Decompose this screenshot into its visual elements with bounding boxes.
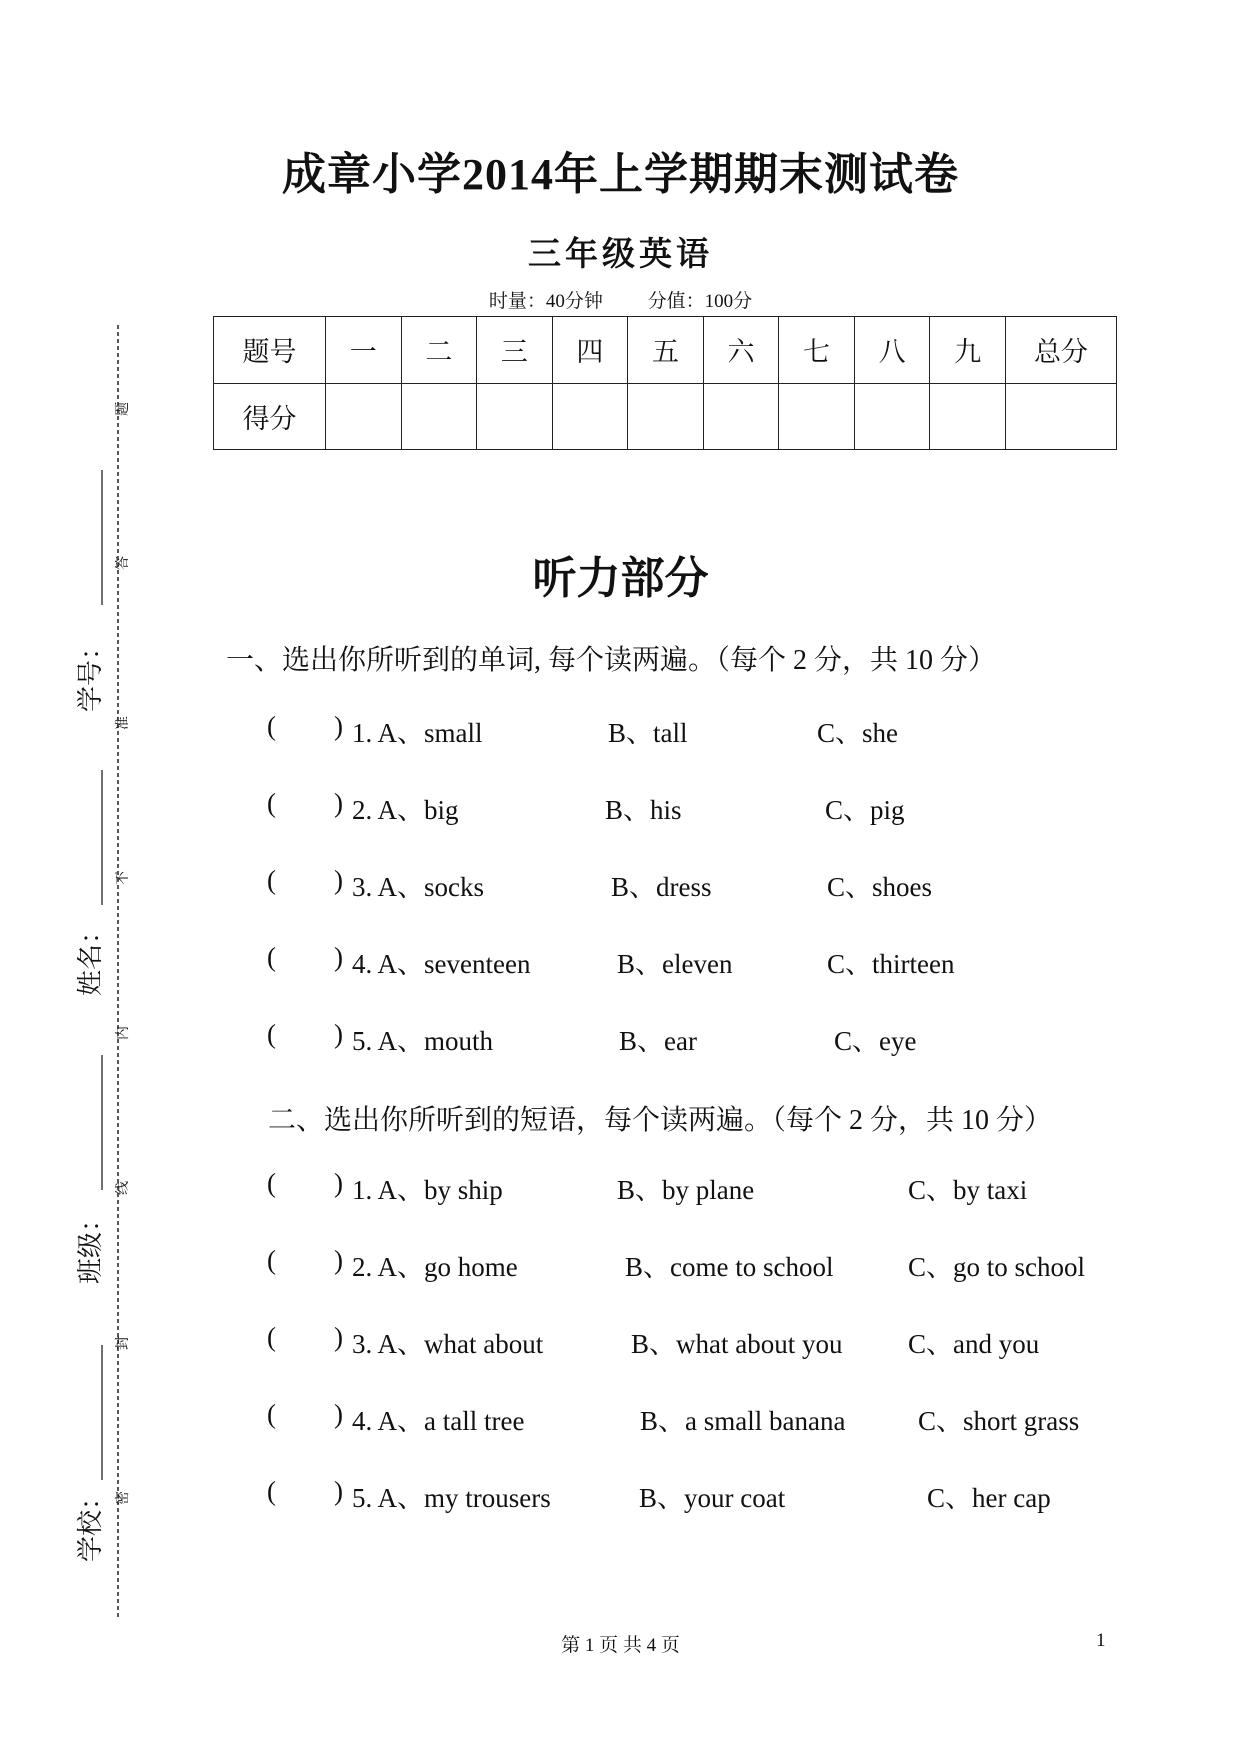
- option-b: B、tall: [608, 718, 688, 748]
- score-table-header-row: [214, 317, 1117, 384]
- paren-close: ): [334, 711, 343, 741]
- paren-close: ): [334, 865, 343, 895]
- score-table-row-label: 得分: [214, 383, 326, 450]
- score-cell[interactable]: [930, 383, 1006, 450]
- option-a: 4. A、seventeen: [352, 949, 531, 979]
- score-table-col: 九: [930, 317, 1006, 384]
- answer-blank[interactable]: [288, 1242, 328, 1278]
- option-b: B、what about you: [631, 1329, 843, 1359]
- score-cell[interactable]: [477, 383, 553, 450]
- option-c: C、she: [817, 718, 898, 748]
- total-score: 分值：100分: [647, 291, 753, 312]
- answer-blank[interactable]: [288, 1319, 328, 1355]
- score-table-col: 五: [628, 317, 704, 384]
- paren-open: (: [267, 1399, 276, 1429]
- part2-instruction: 二、选出你所听到的短语，每个读两遍。（每个 2 分，共 10 分）: [268, 1105, 1053, 1136]
- seal-word: 准: [116, 716, 131, 730]
- answer-blank[interactable]: [288, 1016, 328, 1052]
- score-table-score-row: [214, 383, 1117, 450]
- answer-blank[interactable]: [288, 785, 328, 821]
- option-c: C、short grass: [918, 1406, 1080, 1436]
- option-a: 1. A、by ship: [352, 1175, 503, 1205]
- option-a: 5. A、my trousers: [352, 1483, 551, 1513]
- time-limit: 时量：40分钟: [488, 291, 603, 312]
- answer-blank[interactable]: [288, 708, 328, 744]
- option-b: B、his: [605, 795, 682, 825]
- option-b: B、come to school: [625, 1252, 834, 1282]
- score-table-col: 二: [401, 317, 477, 384]
- paren-close: ): [334, 1322, 343, 1352]
- option-b: B、a small banana: [640, 1406, 846, 1436]
- option-c: C、thirteen: [827, 949, 955, 979]
- option-a: 3. A、what about: [352, 1329, 544, 1359]
- answer-blank[interactable]: [288, 1165, 328, 1201]
- option-c: C、shoes: [827, 872, 933, 902]
- paren-open: (: [267, 865, 276, 895]
- option-a: 3. A、socks: [352, 872, 485, 902]
- option-b: B、by plane: [617, 1175, 755, 1205]
- seal-word: 封: [116, 1336, 131, 1350]
- option-a: 2. A、go home: [352, 1252, 518, 1282]
- score-cell[interactable]: [854, 383, 930, 450]
- answer-blank[interactable]: [288, 862, 328, 898]
- exam-subtitle: 三年级英语: [528, 237, 713, 273]
- score-table-col: 一: [326, 317, 402, 384]
- seal-word: 不: [116, 871, 131, 885]
- page-number: 1: [1096, 1630, 1106, 1651]
- option-b: B、dress: [611, 872, 712, 902]
- answer-blank[interactable]: [288, 1396, 328, 1432]
- score-table-col: 七: [779, 317, 855, 384]
- option-a: 2. A、big: [352, 795, 459, 825]
- paren-open: (: [267, 1168, 276, 1198]
- option-a: 5. A、mouth: [352, 1026, 494, 1056]
- score-cell[interactable]: [326, 383, 402, 450]
- name-label: 姓名：: [76, 917, 105, 996]
- paren-close: ): [334, 942, 343, 972]
- score-cell[interactable]: [628, 383, 704, 450]
- exam-title: 成章小学2014年上学期期末测试卷: [282, 150, 959, 199]
- score-cell[interactable]: [779, 383, 855, 450]
- score-table-total-label: 总分: [1006, 317, 1117, 384]
- score-table: [213, 316, 1117, 450]
- paren-close: ): [334, 1476, 343, 1506]
- option-c: C、eye: [834, 1026, 917, 1056]
- option-c: C、go to school: [908, 1252, 1086, 1282]
- score-cell[interactable]: [703, 383, 779, 450]
- seal-word: 答: [116, 556, 131, 570]
- option-c: C、her cap: [927, 1483, 1051, 1513]
- page-footer: 第 1 页 共 4 页: [561, 1635, 680, 1656]
- option-c: C、and you: [908, 1329, 1040, 1359]
- paren-open: (: [267, 1476, 276, 1506]
- score-table-col: 三: [477, 317, 553, 384]
- paren-open: (: [267, 1245, 276, 1275]
- paren-close: ): [334, 1399, 343, 1429]
- answer-blank[interactable]: [288, 939, 328, 975]
- paren-close: ): [334, 1168, 343, 1198]
- seal-word: 题: [116, 402, 131, 416]
- score-table-col: 四: [552, 317, 628, 384]
- class-label: 班级：: [76, 1205, 105, 1284]
- seal-word: 线: [116, 1181, 131, 1195]
- option-a: 4. A、a tall tree: [352, 1406, 525, 1436]
- option-c: C、pig: [825, 795, 905, 825]
- paren-open: (: [267, 1019, 276, 1049]
- paren-close: ): [334, 1019, 343, 1049]
- option-a: 1. A、small: [352, 718, 483, 748]
- seal-word: 密: [116, 1491, 131, 1505]
- seal-word: 内: [116, 1026, 131, 1040]
- score-cell[interactable]: [552, 383, 628, 450]
- paren-open: (: [267, 788, 276, 818]
- paren-close: ): [334, 788, 343, 818]
- score-table-header-label: 题号: [214, 317, 326, 384]
- score-cell[interactable]: [401, 383, 477, 450]
- answer-blank[interactable]: [288, 1473, 328, 1509]
- school-label: 学校：: [76, 1483, 105, 1562]
- paren-open: (: [267, 711, 276, 741]
- score-cell-total[interactable]: [1006, 383, 1117, 450]
- paren-open: (: [267, 1322, 276, 1352]
- section-heading: 听力部分: [532, 554, 709, 603]
- option-c: C、by taxi: [908, 1175, 1028, 1205]
- paren-close: ): [334, 1245, 343, 1275]
- option-b: B、your coat: [639, 1483, 786, 1513]
- score-table-col: 八: [854, 317, 930, 384]
- option-b: B、eleven: [617, 949, 733, 979]
- exam-meta: [0, 286, 1241, 313]
- student-id-label: 学号：: [76, 633, 105, 712]
- paren-open: (: [267, 942, 276, 972]
- score-table-col: 六: [703, 317, 779, 384]
- option-b: B、ear: [619, 1026, 697, 1056]
- part1-instruction: 一、选出你所听到的单词, 每个读两遍。（每个 2 分，共 10 分）: [226, 645, 997, 676]
